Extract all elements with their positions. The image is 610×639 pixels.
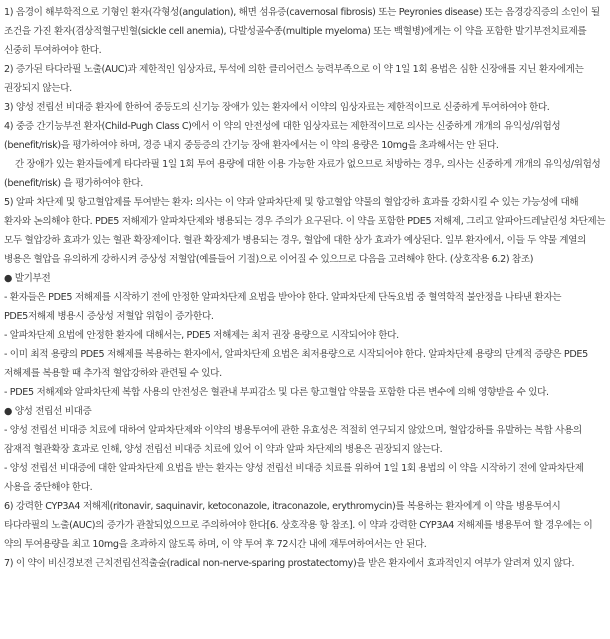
ed-bullet-2: - 알파차단제 요법에 안정한 환자에 대해서는, PDE5 저해제는 최저 권장 용량으로 시작되어야 한다.: [4, 330, 399, 341]
item-3-bph-renal: 3) 양성 전립선 비대증 환자에 한하여 중등도의 신기능 장애가 있는 환자에서 이약의 임상자료는 제한적이므로 신중하게 투여하여야 한다.: [4, 102, 550, 113]
bph-bullet-2: - 양성 전립선 비대증에 대한 알파차단제 요법을 받는 환자는 양성 전립선 비대증 치료를 위하여 1일 1회 용법의 이 약을 시작하기 전에 알파차단제 사용을 중단해야 한다.: [4, 463, 584, 493]
bph-bullet-1: - 양성 전립선 비대증 치료에 대하여 알파차단제와 이약의 병용투여에 관한 유효성은 적절히 연구되지 않았으며, 혈압강하를 유발하는 복합 사용의 잠재적 혈관확장 효과로 인해, 양성 전립선 비대증 치료에 있어 이 약과 알파 차단제의 병용은 권장되지 않는다.: [4, 425, 582, 455]
item-6-cyp3a4: 6) 강력한 CYP3A4 저해제(ritonavir, saquinavir, ketoconazole, itraconazole, erythromycin)를 복용하는 환자에게 이 약을 병용투여시 타다라필의 노출(AUC)의 증가가 관찰되었으므로 주의하여야 한다[6. 상호작용 항 참조]. 이 약과 강력한 CYP3A4 저해제를 병용투여 할 경우에는 이 약의 투여용량을 최고 10mg을 초과하지 않도록 하며, 이 약 투여 후 72시간 내에 재투여하여서는 안 된다.: [4, 501, 593, 550]
item-2-renal-impairment: 2) 증가된 타다라필 노출(AUC)과 제한적인 임상자료, 투석에 의한 클리어런스 능력부족으로 이 약 1일 1회 용법은 심한 신장애를 지닌 환자에게는 권장되지 않는다.: [4, 64, 584, 94]
item-4-hepatic-note: 간 장애가 있는 환자들에게 타다라필 1일 1회 투여 용량에 대한 이용 가능한 자료가 없으므로 처방하는 경우, 의사는 신중하게 개개의 유익성/위험성(benefit/risk) 을 평가하여야 한다.: [4, 159, 601, 189]
item-5-alpha-blockers: 5) 알파 차단제 및 항고혈압제를 투여받는 환자: 의사는 이 약과 알파차단제 및 항고혈압 약물의 혈압강하 효과를 강화시킬 수 있는 가능성에 대해 환자와 논의해야 한다. PDE5 저해제가 알파차단제와 병용되는 경우 주의가 요구된다. 이 약을 포함한 PDE5 저해제, 그리고 알파아드레날린성 차단제는 모두 혈압강하 효과가 있는 혈관 확장제이다. 혈관 확장제가 병용되는 경우, 혈압에 대한 상가 효과가 예상된다. 일부 환자에서, 이들 두 약물 계열의 병용은 혈압을 유의하게 강하시켜 증상성 저혈압(예를들어 기절)으로 이어질 수 있으므로 다음을 고려해야 한다. (상호작용 6.2) 참조): [4, 197, 606, 265]
section-heading-bph: ● 양성 전립선 비대증: [4, 406, 92, 417]
ed-bullet-3: - 이미 최적 용량의 PDE5 저해제를 복용하는 환자에서, 알파차단제 요법은 최저용량으로 시작되어야 한다. 알파차단제 용량의 단계적 증량은 PDE5 저해제를 복용할 때 추가적 혈압강하와 관련될 수 있다.: [4, 349, 588, 379]
item-4-hepatic-impairment: 4) 중증 간기능부전 환자(Child-Pugh Class C)에서 이 약의 안전성에 대한 임상자료는 제한적이므로 의사는 신중하게 개개의 유익성/위험성(benefit/risk)을 평가하여야 하며, 경증 내지 중등증의 간기능 장애 환자에서는 이 약의 용량은 10mg을 초과해서는 안 된다.: [4, 121, 561, 151]
item-1-anatomical-deformity: 1) 음경이 해부학적으로 기형인 환자(각형성(angulation), 해면 섬유증(cavernosal fibrosis) 또는 Peyronies disease) 또는 음경강직증의 소인이 될 조건을 가진 환자(겸상적혈구빈혈(sickle cell anemia), 다발성골수종(multiple myeloma) 또는 백혈병)에게는 이 약을 포함한 발기부전치료제를 신중히 투여하여야 한다.: [4, 7, 600, 56]
item-7-prostatectomy: 7) 이 약이 비신경보전 근치전립선적출술(radical non-nerve-sparing prostatectomy)을 받은 환자에서 효과적인지 여부가 알려져 있지 않다.: [4, 558, 575, 569]
ed-bullet-4: - PDE5 저해제와 알파차단제 복합 사용의 안전성은 혈관내 부피감소 및 다른 항고혈압 약물을 포함한 다른 변수에 의해 영향받을 수 있다.: [4, 387, 549, 398]
section-heading-erectile-dysfunction: ● 발기부전: [4, 273, 51, 284]
ed-bullet-1: - 환자들은 PDE5 저해제를 시작하기 전에 안정한 알파차단제 요법을 받아야 한다. 알파차단제 단독요법 중 혈역학적 불안정을 나타낸 환자는 PDE5저해제 병용시 증상성 저혈압 위험이 증가한다.: [4, 292, 562, 322]
